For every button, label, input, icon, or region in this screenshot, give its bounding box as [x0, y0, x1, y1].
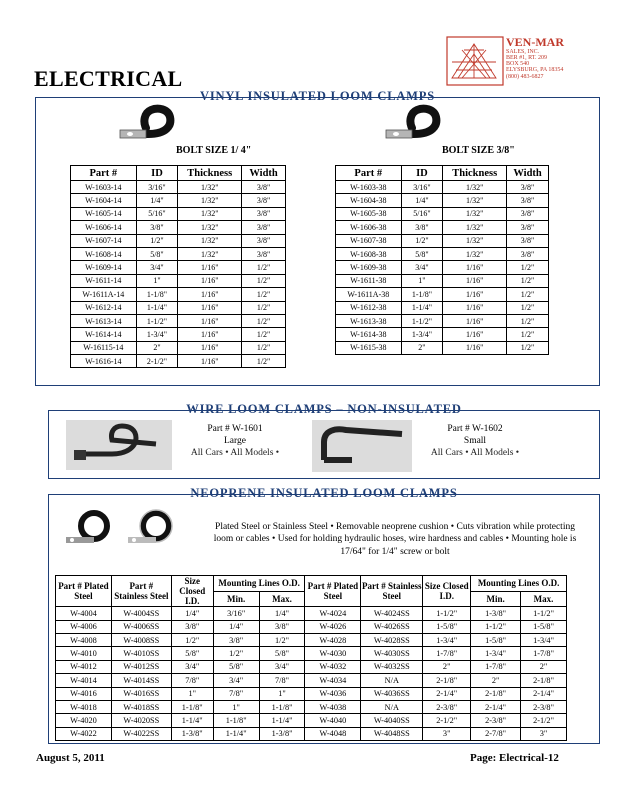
- col-header-min: Min.: [213, 591, 259, 607]
- table-cell: W-4012: [56, 660, 112, 673]
- table-cell: 3": [423, 727, 471, 740]
- table-cell: 3/4": [213, 674, 259, 687]
- table-row: [56, 700, 567, 713]
- table-cell: 3/4": [171, 660, 213, 673]
- table-cell: 1-1/2": [471, 620, 521, 633]
- fitment-label: All Cars • All Models •: [430, 447, 520, 458]
- table-row: [336, 247, 549, 260]
- table-cell: 1-1/4": [259, 714, 305, 727]
- table-cell: W-4038: [305, 700, 361, 713]
- table-cell: 1/2": [136, 234, 178, 247]
- table-cell: 1/16": [178, 274, 242, 287]
- table-cell: W-1613-38: [336, 314, 402, 327]
- col-header-min: Min.: [471, 591, 521, 607]
- table-cell: W-1611-14: [71, 274, 137, 287]
- table-row: [71, 288, 286, 301]
- col-header-thickness: Thickness: [178, 166, 242, 181]
- table-cell: 1/2": [507, 261, 549, 274]
- table-cell: 7/8": [213, 687, 259, 700]
- table-cell: 1-5/8": [471, 634, 521, 647]
- table-cell: W-16115-14: [71, 341, 137, 354]
- logo-line: ELYSBURG, PA 18354: [506, 67, 564, 74]
- table-cell: 1/16": [178, 314, 242, 327]
- table-cell: 2-3/8": [471, 714, 521, 727]
- table-cell: W-1611-38: [336, 274, 402, 287]
- table-cell: W-1604-14: [71, 194, 137, 207]
- table-cell: W-1611A-14: [71, 288, 137, 301]
- table-row: [71, 261, 286, 274]
- table-cell: W-1609-38: [336, 261, 402, 274]
- table-cell: 2-3/8": [423, 700, 471, 713]
- table-cell: 1/2": [242, 355, 286, 368]
- col-header-id: ID: [136, 166, 178, 181]
- table-cell: 1": [136, 274, 178, 287]
- table-row: [71, 181, 286, 194]
- table-cell: 5/8": [259, 647, 305, 660]
- table-cell: 1-3/8": [259, 727, 305, 740]
- vinyl-table-right: [335, 165, 549, 355]
- table-cell: 1/2": [213, 647, 259, 660]
- table-cell: 1/16": [443, 274, 507, 287]
- table-cell: 1-1/8": [136, 288, 178, 301]
- table-row: [336, 301, 549, 314]
- table-cell: W-1612-38: [336, 301, 402, 314]
- table-cell: 1-1/4": [213, 727, 259, 740]
- table-cell: W-1612-14: [71, 301, 137, 314]
- table-cell: 2": [471, 674, 521, 687]
- table-cell: W-4030: [305, 647, 361, 660]
- table-row: [336, 274, 549, 287]
- table-cell: 2": [136, 341, 178, 354]
- table-cell: W-1605-38: [336, 207, 402, 220]
- table-cell: 1/16": [443, 314, 507, 327]
- table-cell: 1/16": [443, 261, 507, 274]
- table-cell: W-4024SS: [361, 607, 423, 620]
- table-cell: 3/16": [136, 181, 178, 194]
- table-cell: 1/4": [259, 607, 305, 620]
- vinyl-clamp-image-left: [118, 104, 176, 144]
- table-cell: W-1605-14: [71, 207, 137, 220]
- col-header-mounting: Mounting Lines O.D.: [213, 576, 305, 592]
- table-cell: 3/8": [136, 221, 178, 234]
- table-cell: 1-3/4": [136, 328, 178, 341]
- table-cell: 1-5/8": [521, 620, 567, 633]
- table-cell: 1-7/8": [423, 647, 471, 660]
- table-row: [56, 607, 567, 620]
- table-cell: 3/8": [242, 194, 286, 207]
- table-cell: 7/8": [171, 674, 213, 687]
- table-cell: 3/8": [507, 181, 549, 194]
- table-cell: 2-1/4": [471, 700, 521, 713]
- table-cell: 2": [423, 660, 471, 673]
- table-cell: 1/2": [507, 341, 549, 354]
- col-header-thickness: Thickness: [443, 166, 507, 181]
- table-cell: 2-3/8": [521, 700, 567, 713]
- table-cell: 1/16": [178, 341, 242, 354]
- footer-date: August 5, 2011: [36, 752, 105, 764]
- table-cell: W-1603-14: [71, 181, 137, 194]
- table-cell: W-4040: [305, 714, 361, 727]
- col-header-part: Part #: [71, 166, 137, 181]
- table-cell: W-4048: [305, 727, 361, 740]
- page-title: ELECTRICAL: [34, 66, 183, 91]
- table-cell: W-4024: [305, 607, 361, 620]
- table-cell: W-4032: [305, 660, 361, 673]
- table-cell: 3/8": [401, 221, 443, 234]
- table-cell: 1/16": [178, 328, 242, 341]
- table-cell: 1-7/8": [521, 647, 567, 660]
- table-cell: W-4006SS: [111, 620, 171, 633]
- table-cell: 1": [171, 687, 213, 700]
- table-cell: W-4016: [56, 687, 112, 700]
- table-row: [71, 274, 286, 287]
- table-cell: 1-3/4": [471, 647, 521, 660]
- col-header-id: ID: [401, 166, 443, 181]
- table-cell: 1/32": [178, 221, 242, 234]
- table-cell: 1/4": [401, 194, 443, 207]
- table-cell: 1-1/8": [401, 288, 443, 301]
- table-cell: W-4036SS: [361, 687, 423, 700]
- table-cell: 1": [259, 687, 305, 700]
- table-row: [56, 620, 567, 633]
- table-cell: 3/8": [242, 181, 286, 194]
- table-row: [71, 234, 286, 247]
- table-cell: 3/8": [242, 247, 286, 260]
- table-cell: W-4004SS: [111, 607, 171, 620]
- table-cell: 1-1/8": [259, 700, 305, 713]
- table-cell: 1": [401, 274, 443, 287]
- col-header-plated: Part # Plated Steel: [305, 576, 361, 607]
- table-cell: W-4004: [56, 607, 112, 620]
- table-cell: W-4006: [56, 620, 112, 633]
- col-header-stainless: Part # Stainless Steel: [111, 576, 171, 607]
- table-cell: 1/32": [443, 194, 507, 207]
- table-cell: 1/4": [213, 620, 259, 633]
- logo-line: BER #1, RT. 209: [506, 54, 548, 61]
- table-cell: 1/2": [507, 274, 549, 287]
- table-cell: W-4028: [305, 634, 361, 647]
- table-cell: 1/32": [178, 234, 242, 247]
- table-cell: 3/4": [136, 261, 178, 274]
- table-cell: 3/16": [213, 607, 259, 620]
- table-cell: W-4010: [56, 647, 112, 660]
- table-cell: 3/8": [507, 194, 549, 207]
- table-cell: 3/4": [259, 660, 305, 673]
- fitment-label: All Cars • All Models •: [190, 447, 280, 458]
- col-header-stainless: Part # Stainless Steel: [361, 576, 423, 607]
- table-cell: 7/8": [259, 674, 305, 687]
- table-cell: W-4030SS: [361, 647, 423, 660]
- table-cell: 1/2": [242, 301, 286, 314]
- table-cell: 1-1/4": [401, 301, 443, 314]
- logo-name: VEN-MAR: [506, 35, 564, 49]
- table-cell: 2-1/4": [423, 687, 471, 700]
- part-number: Part # W-1602: [447, 424, 503, 434]
- neoprene-table: [55, 575, 567, 741]
- table-cell: 1/32": [443, 234, 507, 247]
- table-cell: 3/8": [507, 234, 549, 247]
- bolt-size-label-left: BOLT SIZE 1/ 4": [176, 145, 252, 156]
- table-cell: 1/16": [178, 288, 242, 301]
- table-cell: 3/8": [213, 634, 259, 647]
- table-cell: 1-3/4": [521, 634, 567, 647]
- table-cell: W-4018: [56, 700, 112, 713]
- table-cell: W-1616-14: [71, 355, 137, 368]
- table-cell: 1/2": [507, 328, 549, 341]
- table-cell: 3/8": [171, 620, 213, 633]
- table-cell: 1/2": [242, 261, 286, 274]
- table-cell: 3/8": [259, 620, 305, 633]
- wire-loom-item-small: [420, 424, 530, 460]
- table-cell: W-4020: [56, 714, 112, 727]
- logo-line: SALES, INC.: [506, 48, 540, 55]
- table-cell: 1/32": [178, 207, 242, 220]
- table-cell: W-4008: [56, 634, 112, 647]
- table-cell: W-1603-38: [336, 181, 402, 194]
- table-row: [336, 288, 549, 301]
- table-cell: 3/8": [507, 207, 549, 220]
- table-cell: W-4034: [305, 674, 361, 687]
- table-cell: 1/2": [401, 234, 443, 247]
- table-cell: W-1604-38: [336, 194, 402, 207]
- table-cell: W-4028SS: [361, 634, 423, 647]
- table-cell: 5/16": [136, 207, 178, 220]
- company-logo: [446, 36, 596, 90]
- table-cell: 1/4": [136, 194, 178, 207]
- table-cell: 2-7/8": [471, 727, 521, 740]
- vinyl-section-title: VINYL INSULATED LOOM CLAMPS: [200, 89, 435, 103]
- col-header-max: Max.: [259, 591, 305, 607]
- table-cell: 1-1/2": [136, 314, 178, 327]
- table-cell: 1/2": [507, 301, 549, 314]
- table-cell: W-1608-14: [71, 247, 137, 260]
- table-cell: 2-1/8": [471, 687, 521, 700]
- table-cell: 1/2": [171, 634, 213, 647]
- table-cell: W-1606-14: [71, 221, 137, 234]
- table-row: [336, 261, 549, 274]
- table-cell: N/A: [361, 700, 423, 713]
- table-row: [71, 301, 286, 314]
- table-cell: 1-1/2": [521, 607, 567, 620]
- table-cell: W-4012SS: [111, 660, 171, 673]
- table-cell: 1-1/8": [171, 700, 213, 713]
- logo-line: (800) 483-6827: [506, 73, 544, 80]
- vinyl-table-left: [70, 165, 286, 368]
- table-row: [336, 234, 549, 247]
- table-row: [56, 634, 567, 647]
- table-row: [56, 660, 567, 673]
- table-cell: 2-1/4": [521, 687, 567, 700]
- table-cell: 1-3/8": [471, 607, 521, 620]
- table-row: [71, 328, 286, 341]
- table-cell: W-1607-38: [336, 234, 402, 247]
- table-cell: 1/2": [242, 288, 286, 301]
- footer-page: Page: Electrical-12: [470, 752, 559, 764]
- table-cell: 2-1/8": [423, 674, 471, 687]
- size-label: Small: [463, 435, 487, 446]
- table-cell: 1-3/4": [423, 634, 471, 647]
- neoprene-clamp-image-stainless: [124, 508, 182, 548]
- wire-loom-section-title: WIRE LOOM CLAMPS – NON-INSULATED: [186, 402, 462, 416]
- col-header-plated: Part # Plated Steel: [56, 576, 112, 607]
- col-header-size: Size Closed I.D.: [423, 576, 471, 607]
- table-row: [56, 674, 567, 687]
- table-cell: W-4022SS: [111, 727, 171, 740]
- table-row: [56, 714, 567, 727]
- table-cell: 2-1/2": [521, 714, 567, 727]
- table-cell: W-4036: [305, 687, 361, 700]
- table-cell: 3/8": [507, 221, 549, 234]
- table-row: [336, 328, 549, 341]
- table-row: [71, 341, 286, 354]
- table-row: [336, 181, 549, 194]
- table-cell: 2": [521, 660, 567, 673]
- table-cell: 1/4": [171, 607, 213, 620]
- table-cell: 2-1/2": [423, 714, 471, 727]
- wire-loom-clamp-small-image: [312, 420, 412, 472]
- table-cell: 1/32": [443, 221, 507, 234]
- table-cell: 2-1/2": [136, 355, 178, 368]
- table-cell: 5/8": [213, 660, 259, 673]
- table-cell: 1-3/4": [401, 328, 443, 341]
- table-cell: 1-1/2": [401, 314, 443, 327]
- col-header-width: Width: [242, 166, 286, 181]
- vinyl-clamp-image-right: [384, 104, 442, 144]
- bolt-size-label-right: BOLT SIZE 3/8": [442, 145, 515, 156]
- table-cell: W-4014SS: [111, 674, 171, 687]
- table-cell: W-4026: [305, 620, 361, 633]
- table-cell: 1-3/8": [171, 727, 213, 740]
- table-cell: 1/32": [443, 207, 507, 220]
- table-cell: 5/8": [136, 247, 178, 260]
- table-row: [71, 194, 286, 207]
- table-cell: W-4010SS: [111, 647, 171, 660]
- table-cell: 1-1/2": [423, 607, 471, 620]
- table-cell: W-1609-14: [71, 261, 137, 274]
- col-header-max: Max.: [521, 591, 567, 607]
- table-cell: 1/2": [507, 288, 549, 301]
- col-header-width: Width: [507, 166, 549, 181]
- table-cell: W-4040SS: [361, 714, 423, 727]
- table-cell: W-1606-38: [336, 221, 402, 234]
- table-cell: W-4032SS: [361, 660, 423, 673]
- table-cell: 1-5/8": [423, 620, 471, 633]
- size-label: Large: [224, 435, 246, 446]
- table-cell: W-4008SS: [111, 634, 171, 647]
- wire-loom-clamp-large-image: [66, 420, 172, 470]
- table-cell: 3/4": [401, 261, 443, 274]
- table-cell: 1/16": [443, 328, 507, 341]
- col-header-size: Size Closed I.D.: [171, 576, 213, 607]
- table-row: [336, 194, 549, 207]
- table-cell: 1-7/8": [471, 660, 521, 673]
- table-cell: W-1608-38: [336, 247, 402, 260]
- table-row: [56, 727, 567, 740]
- table-cell: 1/32": [178, 247, 242, 260]
- table-row: [71, 247, 286, 260]
- table-cell: 1/16": [443, 341, 507, 354]
- table-cell: 1/2": [259, 634, 305, 647]
- table-cell: 5/8": [401, 247, 443, 260]
- table-row: [71, 314, 286, 327]
- table-cell: 1/16": [443, 301, 507, 314]
- neoprene-section-title: NEOPRENE INSULATED LOOM CLAMPS: [190, 486, 458, 500]
- table-cell: W-1611A-38: [336, 288, 402, 301]
- table-cell: 1/16": [443, 288, 507, 301]
- table-cell: 1": [213, 700, 259, 713]
- logo-emblem-icon: [446, 36, 504, 86]
- table-cell: 1/32": [178, 194, 242, 207]
- table-cell: 3/8": [507, 247, 549, 260]
- table-cell: 1/16": [178, 261, 242, 274]
- table-cell: 1-1/4": [171, 714, 213, 727]
- table-cell: W-4016SS: [111, 687, 171, 700]
- table-cell: W-4048SS: [361, 727, 423, 740]
- table-row: [71, 355, 286, 368]
- table-cell: 5/8": [171, 647, 213, 660]
- table-row: [56, 687, 567, 700]
- table-cell: W-4018SS: [111, 700, 171, 713]
- col-header-part: Part #: [336, 166, 402, 181]
- part-number: Part # W-1601: [207, 424, 263, 434]
- table-cell: 3": [521, 727, 567, 740]
- table-cell: 1/32": [178, 181, 242, 194]
- table-row: [71, 207, 286, 220]
- table-cell: 3/16": [401, 181, 443, 194]
- table-row: [71, 221, 286, 234]
- table-cell: W-4022: [56, 727, 112, 740]
- table-cell: 1-1/8": [213, 714, 259, 727]
- table-cell: W-1615-38: [336, 341, 402, 354]
- table-cell: 3/8": [242, 221, 286, 234]
- table-cell: W-4014: [56, 674, 112, 687]
- table-cell: W-1614-14: [71, 328, 137, 341]
- table-cell: 3/8": [242, 234, 286, 247]
- table-cell: W-4020SS: [111, 714, 171, 727]
- table-row: [336, 207, 549, 220]
- table-cell: 1/2": [242, 328, 286, 341]
- table-row: [56, 647, 567, 660]
- table-cell: W-4026SS: [361, 620, 423, 633]
- table-cell: 1/2": [242, 341, 286, 354]
- table-cell: W-1613-14: [71, 314, 137, 327]
- table-cell: 3/8": [242, 207, 286, 220]
- table-cell: W-1607-14: [71, 234, 137, 247]
- logo-line: BOX 540: [506, 61, 530, 68]
- table-cell: 1-1/4": [136, 301, 178, 314]
- table-cell: 2": [401, 341, 443, 354]
- table-row: [336, 314, 549, 327]
- table-cell: W-1614-38: [336, 328, 402, 341]
- table-row: [336, 221, 549, 234]
- table-cell: 1/2": [242, 314, 286, 327]
- col-header-mounting: Mounting Lines O.D.: [471, 576, 567, 592]
- neoprene-clamp-image-plated: [62, 508, 120, 548]
- table-cell: 2-1/8": [521, 674, 567, 687]
- neoprene-description: Plated Steel or Stainless Steel • Removable neoprene cushion • Cuts vibration while protecting loom or cables • Used for holding hydraulic hoses, wire hardness and cables • Mounting hole is 17/64" for 1/4" screw or bolt: [213, 522, 577, 557]
- table-cell: N/A: [361, 674, 423, 687]
- table-cell: 1/32": [443, 181, 507, 194]
- table-cell: 1/2": [242, 274, 286, 287]
- wire-loom-item-large: [180, 424, 290, 460]
- table-cell: 1/16": [178, 355, 242, 368]
- table-row: [336, 341, 549, 354]
- table-cell: 1/32": [443, 247, 507, 260]
- table-cell: 1/2": [507, 314, 549, 327]
- table-cell: 1/16": [178, 301, 242, 314]
- table-cell: 5/16": [401, 207, 443, 220]
